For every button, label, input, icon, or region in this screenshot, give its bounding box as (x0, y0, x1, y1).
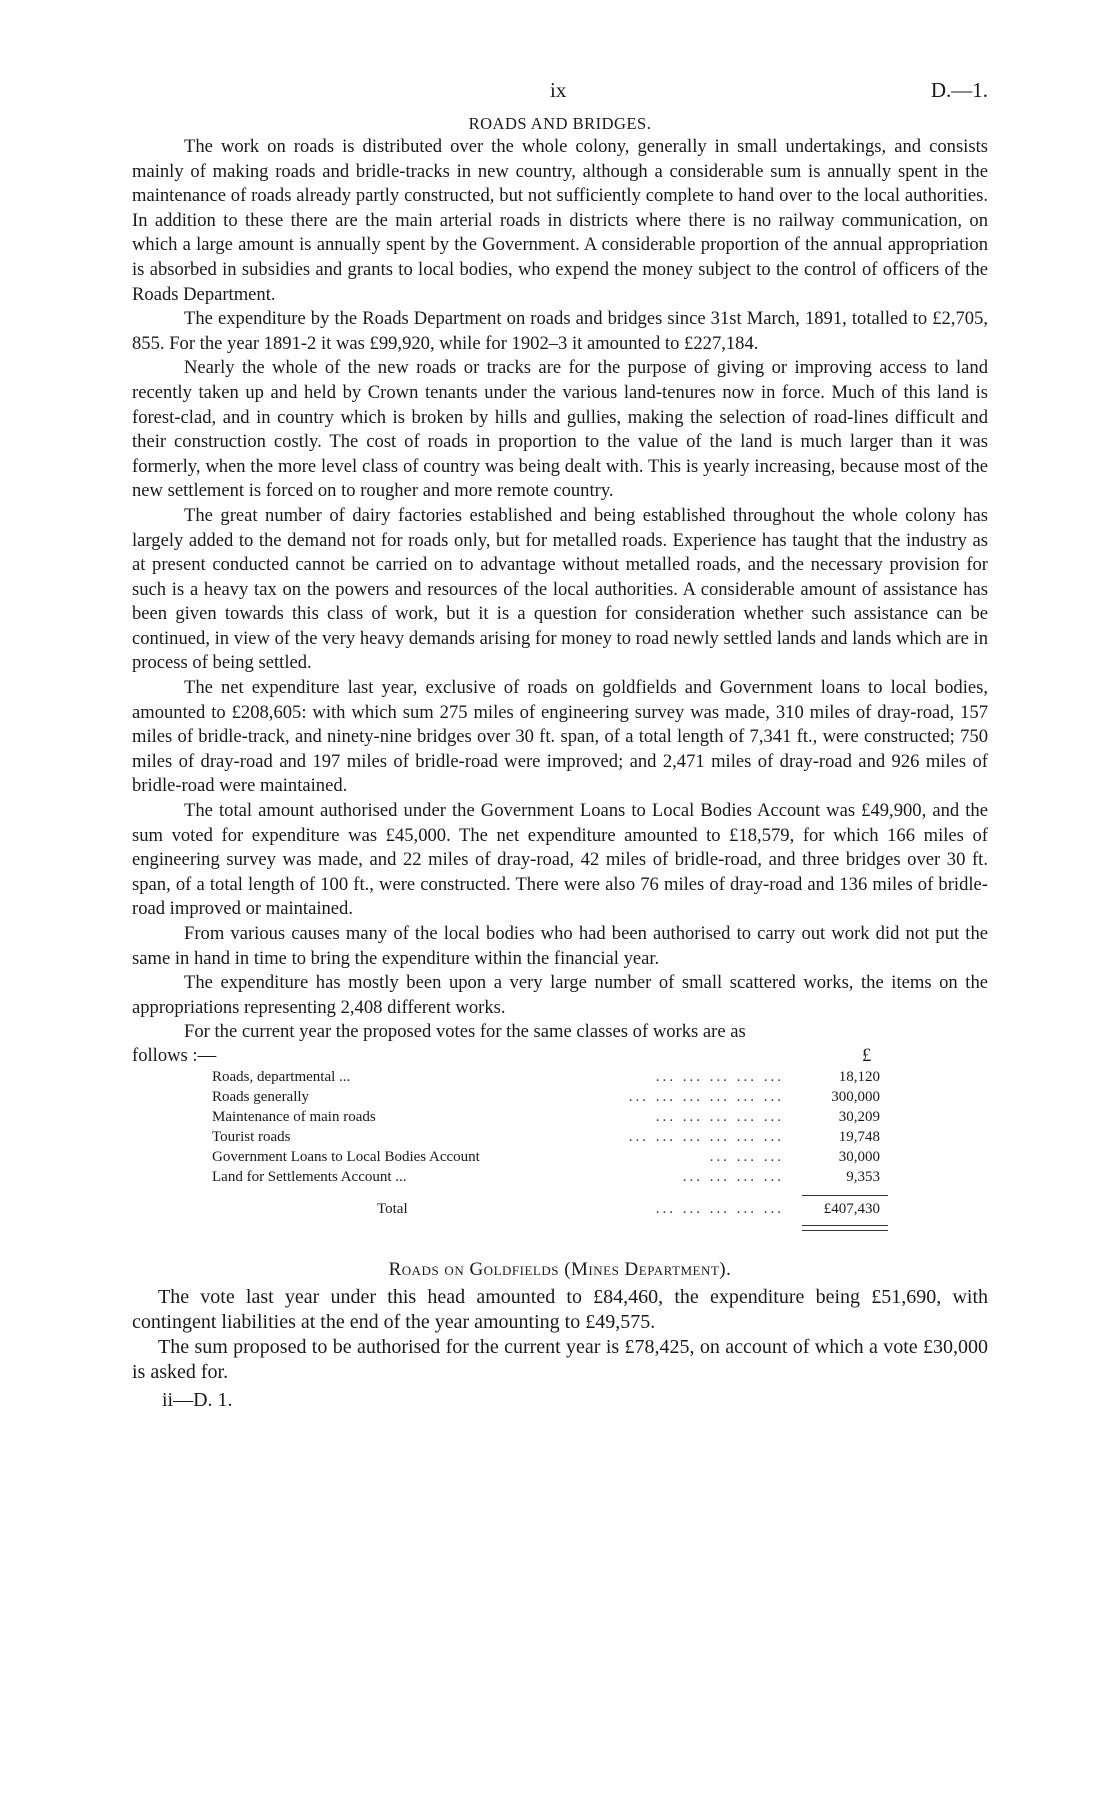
vote-row (212, 1067, 932, 1087)
document-reference: D.—1. (930, 78, 988, 102)
vote-row (212, 1167, 932, 1187)
page-header (132, 78, 988, 112)
vote-leader-dots: ... ... ... ... ... (655, 1068, 784, 1085)
total-double-rule (802, 1225, 888, 1231)
paragraph-8: The expenditure has mostly been upon a very large number of small scattered works, the items on the appropriations representing 2,408 different works. (132, 972, 988, 1018)
total-amount: £407,430 (823, 1200, 880, 1217)
signature-mark: ii—D. 1. (162, 1388, 233, 1411)
paragraph-5: The net expenditure last year, exclusive of roads on goldfields and Government loans to local bodies, amounted to £208,605: with which sum 275 miles of engineering survey was made, 310 miles of dray-road, 157 miles of bridle-track, and ninety-nine bridges over 30 ft. span, of a total length of 7,341 ft., were constructed; 750 miles of dray-road and 197 miles of bridle-road were improved; and 2,471 miles of dray-road and 926 miles of bridle-road were maintained. (132, 677, 988, 797)
vote-label: Maintenance of main roads (212, 1108, 376, 1125)
total-label: Total (377, 1200, 408, 1217)
votes-total-row (212, 1195, 932, 1223)
paragraph-1: The work on roads is distributed over the whole colony, generally in small undertakings, and consists mainly of making roads and bridle-tracks in new country, although a considerable sum is annually spent in the maintenance of roads already partly constructed, but not sufficiently complete to hand over to the local authorities. In addition to these there are the main arterial roads in districts where there is no railway communication, on which a large amount is annually spent by the Government. A considerable proportion of the annual appropriation is absorbed in subsidies and grants to local bodies, who expend the money subject to the control of officers of the Roads Department. (132, 136, 988, 305)
vote-label: Land for Settlements Account ... (212, 1168, 407, 1185)
votes-table (212, 1067, 932, 1195)
document-page (132, 78, 988, 1412)
vote-amount: 30,000 (838, 1148, 880, 1165)
vote-leader-dots: ... ... ... ... ... ... (628, 1128, 784, 1145)
goldfields-section-title: Roads on Goldfields (Mines Department). (388, 1258, 732, 1280)
currency-symbol: £ (862, 1044, 872, 1066)
page-number: ix (550, 78, 567, 102)
vote-amount: 9,353 (846, 1168, 880, 1185)
goldfields-paragraph-1: The vote last year under this head amounted to £84,460, the expenditure being £51,690, with contingent liabilities at the end of the year amounting to £49,575. (132, 1285, 988, 1333)
vote-leader-dots: ... ... ... ... ... (655, 1108, 784, 1125)
votes-follows: follows :— (132, 1044, 217, 1066)
vote-row (212, 1087, 932, 1107)
vote-leader-dots: ... ... ... ... ... ... (628, 1088, 784, 1105)
total-leader-dots: ... ... ... ... ... (655, 1200, 784, 1217)
vote-amount: 30,209 (838, 1108, 880, 1125)
paragraph-4: The great number of dairy factories established and being established throughout the whole colony has largely added to the demand not for roads only, but for metalled roads. Experience has taught that the industry as at present conducted cannot be carried on to advantage without metalled roads, and the necessary provision for such is a heavy tax on the powers and resources of the local authorities. A considerable amount of assistance has been given towards this class of work, but it is a question for consideration whether such assistance can be continued, in view of the very heavy demands arising for money to road newly settled lands and lands which are in process of being settled. (132, 504, 988, 674)
vote-row (212, 1127, 932, 1147)
vote-amount: 18,120 (838, 1068, 880, 1085)
paragraph-6: The total amount authorised under the Government Loans to Local Bodies Account was £49,900, and the sum voted for expenditure was £45,000. The net expenditure amounted to £18,579, for which 166 miles of engineering survey was made, and 22 miles of dray-road, 42 miles of bridle-road, and three bridges over 30 ft. span, of a total length of 100 ft., were constructed. There were also 76 miles of dray-road and 136 miles of bridle-road improved or maintained. (132, 800, 988, 920)
vote-amount: 19,748 (838, 1128, 880, 1145)
vote-leader-dots: ... ... ... (709, 1148, 784, 1165)
vote-row (212, 1147, 932, 1167)
paragraph-3: Nearly the whole of the new roads or tracks are for the purpose of giving or improving access to land recently taken up and held by Crown tenants under the various land-tenures now in force. Much of this land is forest-clad, and in country which is broken by hills and gullies, making the selection of road-lines difficult and their construction costly. The cost of roads in proportion to the value of the land is much larger than it was formerly, when the more level class of country was being dealt with. This is yearly increasing, because most of the new settlement is forced on to rougher and more remote country. (132, 357, 988, 502)
vote-leader-dots: ... ... ... ... (682, 1168, 784, 1185)
paragraph-2: The expenditure by the Roads Department on roads and bridges since 31st March, 1891, totalled to £2,705, 855. For the year 1891-2 it was £99,920, while for 1902–3 it amounted to £227,184. (132, 308, 988, 354)
vote-label: Roads, departmental ... (212, 1068, 351, 1085)
vote-label: Roads generally (212, 1088, 310, 1105)
vote-row (212, 1107, 932, 1127)
votes-intro: For the current year the proposed votes for the same classes of works are as (184, 1021, 746, 1043)
goldfields-paragraph-2: The sum proposed to be authorised for the current year is £78,425, on account of which a vote £30,000 is asked for. (132, 1335, 988, 1383)
section-title: ROADS AND BRIDGES. (468, 114, 652, 133)
votes-follows-row (132, 1045, 988, 1067)
vote-label: Tourist roads (212, 1128, 291, 1145)
vote-label: Government Loans to Local Bodies Account (212, 1148, 480, 1165)
paragraph-7: From various causes many of the local bodies who had been authorised to carry out work did not put the same in hand in time to bring the expenditure within the financial year. (132, 923, 988, 969)
vote-amount: 300,000 (831, 1088, 880, 1105)
